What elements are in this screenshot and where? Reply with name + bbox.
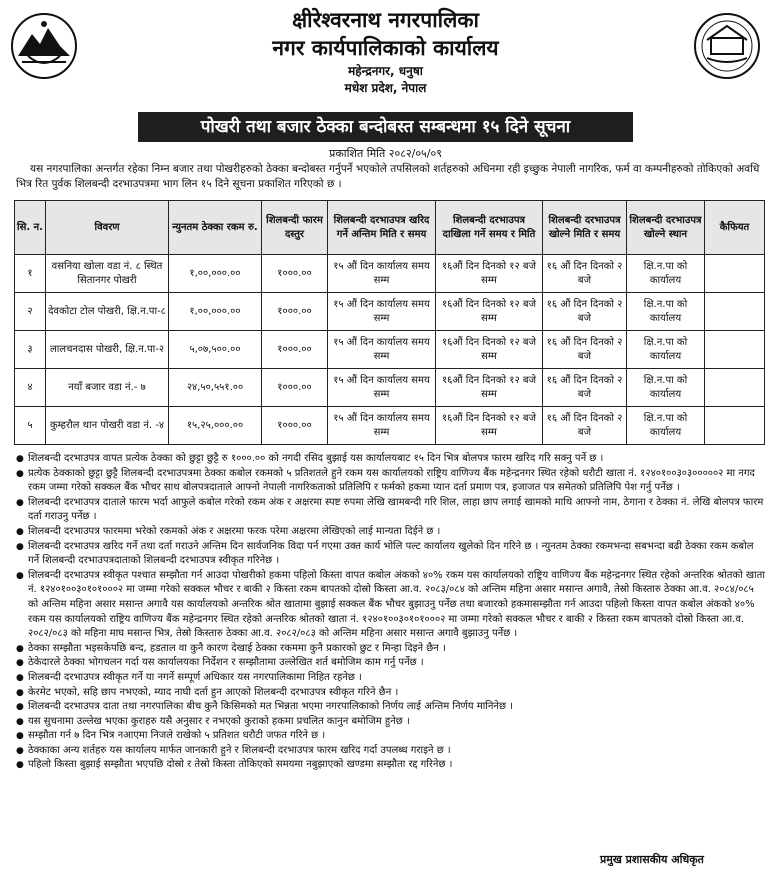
list-item <box>14 700 766 715</box>
table-cell: १५ औं दिन कार्यालय समय सम्म <box>328 293 436 331</box>
note-text: पहिलो किस्ता बुझाई सम्झौता भएपछि दोस्रो र तेस्रो किस्ता तोकिएको समयमा नबुझाएको खण्डमा सम्झौता रद्द गरिनेछ । <box>28 759 453 771</box>
list-item <box>14 715 766 730</box>
table-cell: ५ <box>15 407 46 445</box>
table-cell: क्षि.न.पा को कार्यालय <box>627 407 705 445</box>
bullet-icon: ● <box>16 454 24 464</box>
table-row <box>15 407 765 445</box>
notice-title: पोखरी तथा बजार ठेक्का बन्दोबस्त सम्बन्धमा १५ दिने सूचना <box>138 112 633 142</box>
header-cell: शिलबन्दी दरभाउपत्र दाखिला गर्ने समय र मिति <box>436 201 543 255</box>
table-row <box>15 255 765 293</box>
list-item <box>14 540 766 569</box>
table-cell: २ <box>15 293 46 331</box>
table-cell: १०००.०० <box>262 255 328 293</box>
note-text: यस सुचनामा उल्लेख भएका कुराहरु यसै अनुसार र नभएको कुराको हकमा प्रचलित कानुन बमोजिम हुनेछ । <box>28 715 410 727</box>
note-text: सम्झौता गर्न ७ दिन भित्र नआएमा निजले राखेको ५ प्रतिशत धरौटी जफत गरिने छ । <box>28 730 326 742</box>
header-cell: शिलबन्दी दरभाउपत्र खोल्ने स्थान <box>627 201 705 255</box>
header-cell: शिलबन्दी दरभाउपत्र खरिद गर्ने अन्तिम मिति र समय <box>328 201 436 255</box>
header-cell: न्युनतम ठेक्का रकम रु. <box>169 201 262 255</box>
table-cell <box>705 407 765 445</box>
org-title-block <box>100 6 671 97</box>
bullet-icon: ● <box>16 658 24 669</box>
list-item <box>14 467 766 496</box>
municipality-logo-icon <box>693 12 761 80</box>
table-row <box>15 293 765 331</box>
list-item <box>14 729 766 744</box>
bullet-icon: ● <box>16 760 24 771</box>
address-line-2: मधेश प्रदेश, नेपाल <box>344 81 427 95</box>
bullet-icon: ● <box>16 570 24 581</box>
table-cell: १५ औं दिन कार्यालय समय सम्म <box>328 255 436 293</box>
note-text: ठेक्का सम्झौता भइसकेपछि बन्द, हडताल वा कुनै कारण देखाई ठेक्का रकममा कुनै प्रकारको छुट र मिन्हा दिइने छैन । <box>28 642 446 654</box>
table-cell: १,००,०००.०० <box>169 255 262 293</box>
table-cell: १६औं दिन दिनको १२ बजे सम्म <box>436 255 543 293</box>
table-cell <box>705 255 765 293</box>
header-cell: विवरण <box>46 201 169 255</box>
bullet-icon: ● <box>16 526 24 537</box>
table-cell: १०००.०० <box>262 331 328 369</box>
bullet-icon: ● <box>16 497 24 508</box>
notice-intro: यस नगरपालिका अन्तर्गत रहेका निम्न बजार तथा पोखरीहरुको ठेक्का बन्दोबस्त गर्नुपर्ने भएकोले तपसिलको शर्तहरुको अधिनमा रही इच्छुक नेपाली नागरिक, फर्म वा कम्पनीहरुको तोकिएको अवधि भित्र रित पुर्वक शिलबन्दी दरभाउपत्रमा भाग लिन १५ दिने सूचना प्रकाशित गरिएको छ । <box>16 163 760 190</box>
note-text: केरमेट भएको, सहि छाप नभएको, म्याद नाघी दर्ता हुन आएको शिलबन्दी दरभाउपत्र स्वीकृत गरिने छैन । <box>28 686 399 698</box>
table-cell: १०००.०० <box>262 293 328 331</box>
office-name: नगर कार्यपालिकाको कार्यालय <box>272 36 499 60</box>
table-cell: १६ औं दिन दिनको २ बजे <box>543 407 627 445</box>
note-text: प्रत्येक ठेक्काको छुट्टा छुट्टै शिलबन्दी दरभाउपत्रमा ठेक्का कबोल रकमको ५ प्रतिशतले हुने रकम यस कार्यालयको राष्ट्रिय वाणिज्य बैंक महेन्द्रनगर स्थित रहेको धरौटी खाता नं. १२४०१००३०३०००००२ मा नगद रकम जम्मा गरेको सक्कल बैंक भौचर साथ बोलपत्रदाताले आफ्नो नेपाली नागरिकताको प्रतिलिपि र फर्मको हकमा प्यान दर्ता प्रमाण पत्र, इजाजत पत्र समेतको प्रतिलिपि पेश गर्नु पर्नेछ । <box>28 467 755 494</box>
note-text: शिलबन्दी दरभाउपत्र फारममा भरेको रकमको अंक र अक्षरमा फरक परेमा अक्षरमा लेखिएको लाई मान्यता दिईने छ । <box>28 525 441 537</box>
bullet-icon: ● <box>16 731 24 742</box>
table-cell: १६औं दिन दिनको १२ बजे सम्म <box>436 331 543 369</box>
table-row <box>15 331 765 369</box>
table-cell: ५,०७,५००.०० <box>169 331 262 369</box>
table-cell: १५,२५,०००.०० <box>169 407 262 445</box>
table-cell: क्षि.न.पा को कार्यालय <box>627 331 705 369</box>
header-cell: शिलबन्दी दरभाउपत्र खोल्ने मिति र समय <box>543 201 627 255</box>
note-text: ठेकेदारले ठेक्का भोगचलन गर्दा यस कार्यालयका निर्देशन र सम्झौतामा उल्लेखित शर्त बमोजिम काम गर्नु पर्नेछ । <box>28 657 424 669</box>
header-cell: शिलबन्दी फारम दस्तुर <box>262 201 328 255</box>
bullet-icon: ● <box>16 702 24 713</box>
table-cell: १६ औं दिन दिनको २ बजे <box>543 255 627 293</box>
list-item <box>14 525 766 540</box>
bullet-icon: ● <box>16 541 24 552</box>
table-cell: कुम्हरौल थान पोखरी वडा नं. -४ <box>46 407 169 445</box>
table-cell: क्षि.न.पा को कार्यालय <box>627 369 705 407</box>
bullet-icon: ● <box>16 468 24 479</box>
list-item <box>14 452 766 467</box>
org-name: क्षीरेश्वरनाथ नगरपालिका <box>292 8 479 32</box>
table-cell: १५ औं दिन कार्यालय समय सम्म <box>328 407 436 445</box>
table-cell: १५ औं दिन कार्यालय समय सम्म <box>328 331 436 369</box>
table-cell: १,००,०००.०० <box>169 293 262 331</box>
table-row <box>15 369 765 407</box>
table-cell: १६ औं दिन दिनको २ बजे <box>543 293 627 331</box>
note-text: शिलबन्दी दरभाउपत्र दाता तथा नगरपालिका बीच कुनै किसिमको मत भिन्नता भएमा नगरपालिकाको निर्णय लाई अन्तिम निर्णय मानिनेछ । <box>28 701 513 713</box>
table-cell <box>705 369 765 407</box>
bullet-icon: ● <box>16 687 24 698</box>
table-cell: १६ औं दिन दिनको २ बजे <box>543 369 627 407</box>
table-cell: १६औं दिन दिनको १२ बजे सम्म <box>436 369 543 407</box>
table-cell: १०००.०० <box>262 369 328 407</box>
note-text: शिलबन्दी दरभाउपत्र स्वीकृत गर्ने या नगर्ने सम्पूर्ण अधिकार यस नगरपालिकामा निहित रहनेछ । <box>28 671 362 683</box>
terms-list <box>14 452 766 773</box>
table-cell: १ <box>15 255 46 293</box>
table-cell: क्षि.न.पा को कार्यालय <box>627 255 705 293</box>
bullet-icon: ● <box>16 716 24 727</box>
table-cell: १६औं दिन दिनको १२ बजे सम्म <box>436 407 543 445</box>
table-cell <box>705 293 765 331</box>
list-item <box>14 569 766 642</box>
bullet-icon: ● <box>16 672 24 683</box>
table-cell: १६औं दिन दिनको १२ बजे सम्म <box>436 293 543 331</box>
table-cell: १५ औं दिन कार्यालय समय सम्म <box>328 369 436 407</box>
note-text: शिलबन्दी दरभाउपत्र वापत प्रत्येक ठेक्का को छुट्टा छुट्टै रु १०००.०० को नगदी रसिद बुझाई यस कार्यालयबाट १५ दिन भित्र बोलपत्र फारम खरिद गरि सक्नु पर्ने छ । <box>28 453 604 464</box>
note-text: शिलबन्दी दरभाउपत्र खरिद गर्ने तथा दर्ता गराउने अन्तिम दिन सार्वजनिक विदा पर्न गएमा उक्त कार्य भोलि पल्ट कार्यालय खुलेको दिन गरिने छ । न्युनतम ठेक्का रकमभन्दा सबभन्दा बढी ठेक्का रकम कबोल गर्ने शिलबन्दी दरभाउपत्रदाताको शिलबन्दी दरभाउपत्र स्वीकृत गरिनेछ । <box>28 540 754 567</box>
note-text: शिलबन्दी दरभाउपत्र दाताले फारम भर्दा आफुले कबोल गरेको रकम अंक र अक्षरमा स्पष्ट रुपमा लेखि खामबन्दी गरि शिल, लाहा छाप लगाई खामको माथि आफ्नो नाम, ठेगाना र ठेक्का नं. लेखि बोलपत्र फारम दर्ता गराउनु पर्नेछ । <box>28 496 764 523</box>
list-item <box>14 758 766 773</box>
table-header-row <box>15 201 765 255</box>
table-cell: देवकोटा टोल पोखरी, क्षि.न.पा-८ <box>46 293 169 331</box>
table-cell: २४,५०,५५१.०० <box>169 369 262 407</box>
note-text: ठेक्काका अन्य शर्तहरु यस कार्यालय मार्फत जानकारी हुने र शिलबन्दी दरभाउपत्र फारम खरिद गर्दा उपलब्ध गराइने छ । <box>28 744 451 756</box>
bullet-icon: ● <box>16 643 24 654</box>
letterhead <box>0 0 771 100</box>
table-cell: लालचनदास पोखरी, क्षि.न.पा-२ <box>46 331 169 369</box>
table-cell: ४ <box>15 369 46 407</box>
list-item <box>14 686 766 701</box>
list-item <box>14 496 766 525</box>
table-cell: नयाँ बजार वडा नं.- ७ <box>46 369 169 407</box>
signature-title: प्रमुख प्रशासकीय अधिकृत <box>600 853 704 866</box>
table-cell: ३ <box>15 331 46 369</box>
table-cell: १६ औं दिन दिनको २ बजे <box>543 331 627 369</box>
bullet-icon: ● <box>16 745 24 756</box>
note-text: शिलबन्दी दरभाउपत्र स्वीकृत पश्चात सम्झौता गर्न आउदा पोखरीको हकमा पहिलो किस्ता वापत कबोल अंकको ४०% रकम यस कार्यालयको राष्ट्रिय वाणिज्य बैंक महेन्द्रनगर स्थित रहेको अन्तरिक श्रोतको खाता नं. १२४०१००३०१०१०००२ मा जम्मा गरेको सक्कल भौचर र बाकी २ किस्ता रकम बापतको दोस्रो किस्ता आ.व. २०८३/०८४ को अन्तिम महिना असार मसान्त अगावै, तेस्रो किस्तारु ठेक्का आ.व. २०८४/०८५ को अन्तिम महिना असार मसान्त अगावै यस कार्यालयको अन्तरिक श्रोत खातामा बुझाई सक्कल बैंक भौचर बुझाउनु पर्नेछ तथा बजारको हकमासम्झौता गर्न आउदा पहिलो किस्ता वापत कबोल अंकको ४०% रकम यस कार्यालयको राष्ट्रिय वाणिज्य बैंक महेन्द्रनगर स्थित रहेको अन्तरिक श्रोतको खाता नं. १२४०१००३०१०१०००२ मा जम्मा गरेको सक्कल भौचर र बाकी २ किस्ता रकम बापतको दोस्रो किस्ता आ.व. २०८२/०८३ को महिना माघ मसान्त भित्र, तेस्रो किस्तारु ठेक्का आ.व. २०८२/०८३ को अन्तिम महिना असार मसान्त अगावै बुझाउनु पर्नेछ । <box>28 569 765 640</box>
table-cell <box>705 331 765 369</box>
table-cell: १०००.०० <box>262 407 328 445</box>
list-item <box>14 642 766 657</box>
address-line-1: महेन्द्रनगर, धनुषा <box>348 64 423 78</box>
published-date: प्रकाशित मिति २०८२/०५/०९ <box>329 147 442 160</box>
list-item <box>14 744 766 759</box>
tender-table <box>14 200 765 445</box>
nepal-emblem-icon <box>10 12 78 80</box>
header-cell: सि. न. <box>15 201 46 255</box>
table-cell: वसनिया खोला वडा नं. ८ स्थित सितानगर पोखरी <box>46 255 169 293</box>
table-cell: क्षि.न.पा को कार्यालय <box>627 293 705 331</box>
list-item <box>14 671 766 686</box>
list-item <box>14 656 766 671</box>
header-cell: कैफियत <box>705 201 765 255</box>
